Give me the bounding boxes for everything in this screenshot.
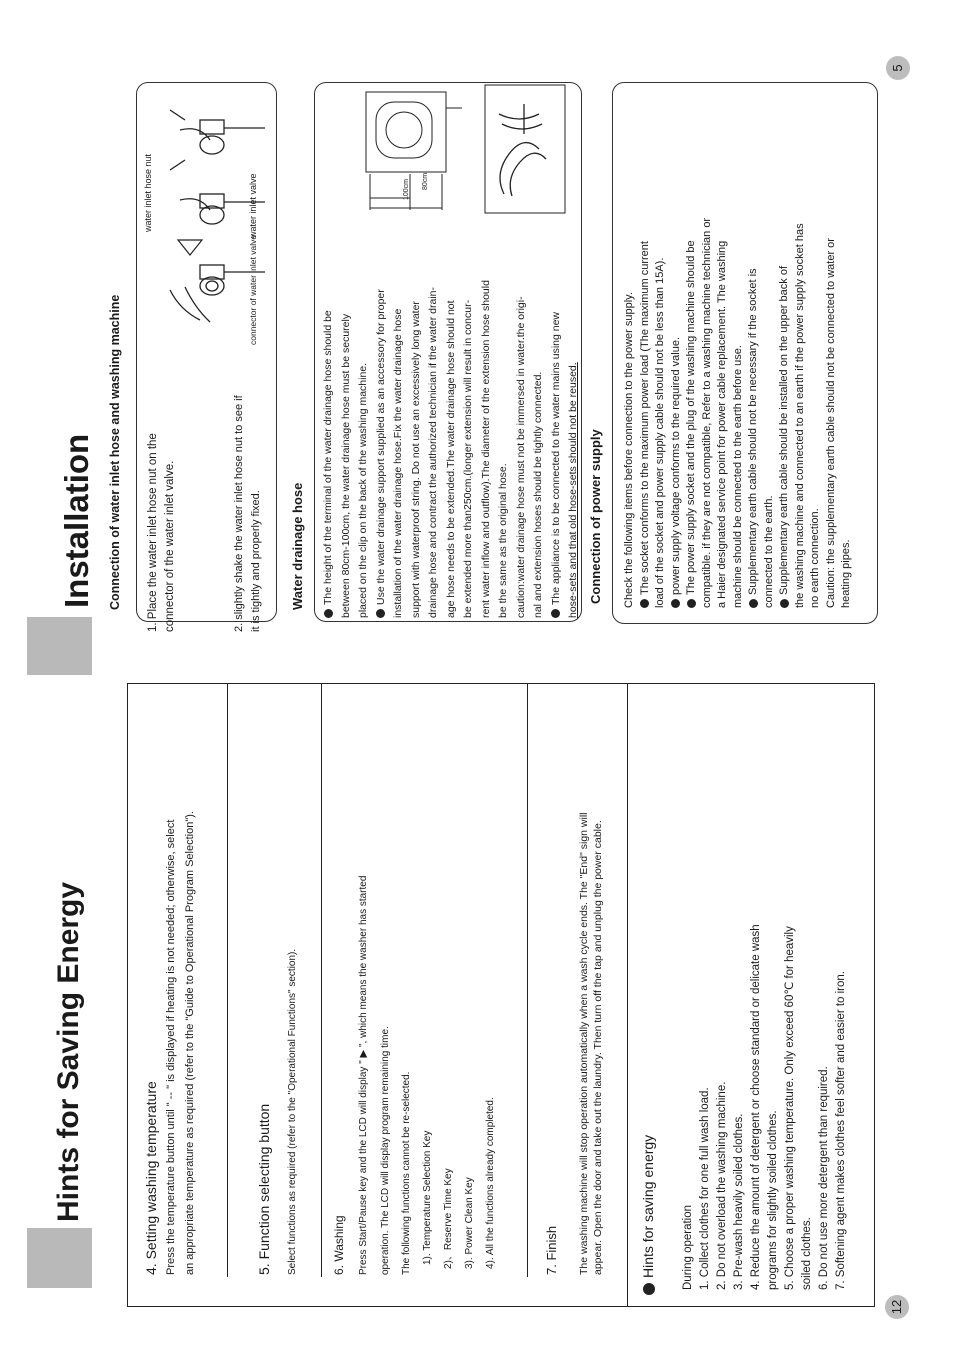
step6-text: Press Start/Pause key and the LCD will display " ▶ ", which means the washer has started operation. The LCD will display program remaining time. The following functions cannot be re-selected. 1). Temperature Selection Key 2)、Reserve Time Key 3). Power Clean Key 4). All the functions already completed. (358, 875, 496, 1275)
label-100cm: 100cm (403, 178, 410, 200)
inlet-heading: Connection of water inlet hose and washing machine (108, 294, 122, 610)
bullet-icon (643, 1283, 655, 1295)
arrow-icon (178, 240, 202, 255)
bullet-icon (324, 609, 333, 618)
divider-7-hints (627, 683, 628, 1307)
divider-5-6 (321, 683, 322, 1277)
step6-heading: 6. Washing (332, 1215, 346, 1275)
bullet-icon (749, 599, 758, 608)
inlet-step2: 2. slightly shake the water inlet hose nut to see if it is tightly and properly fixed. (233, 395, 262, 632)
drainage-support-illustration (484, 84, 566, 214)
drainage-heading: Water drainage hose (290, 482, 305, 610)
right-header-gray-block (27, 617, 92, 675)
power-heading: Connection of power supply (588, 429, 603, 604)
page-number-right: 5 (886, 56, 910, 80)
step7-heading: 7. Finish (544, 1225, 559, 1275)
drainage-height-illustration (362, 88, 482, 216)
divider-4-5 (227, 683, 228, 1277)
bullet-icon (551, 609, 560, 618)
bullet-icon (671, 599, 680, 608)
label-water-inlet-valve: water inlet valve (248, 173, 258, 238)
left-header-gray-block (27, 1228, 92, 1288)
right-page-title: Installation (58, 433, 95, 608)
drainage-text: The height of the terminal of the water drainage hose should be between 80cm-100cm, the water drainage hose must be securely placed on the clip on the back of the washing machine. Use the water drainage support supplied as an accessory for proper installation of the water drainage hose.Fix the water drainage hose support with waterproof string. Do not use an excessively long water drainage hose and contract the authorized technician if the water drain- age hose needs to be extended.The water drainage hose should not be extended more than250cm.(longer extension will result in concur- rent water inflow and outflow).The diameter of the extension hose should be the same as the original hose. caution:water drainage hose must not be immersed in water.the origi- nal and extension hoses should be tightly connected. The appliance is to be connected to the water mains using new hose-sets and that old hose-sets should not be reused. (322, 280, 579, 618)
step4-heading: 4. Setting washing temperature (143, 1081, 159, 1275)
label-connector-of-water-inlet-valve: connector of water inlet valve (248, 234, 258, 345)
inlet-hose-illustration (140, 90, 280, 330)
inlet-step1: 1. Place the water inlet hose nut on the connector of the water inlet valve. (147, 433, 176, 632)
bullet-icon (687, 599, 696, 608)
bullet-icon (780, 599, 789, 608)
hints-list: During operation 1. Collect clothes for one full wash load. 2. Do not overload the washing machine. 3. Pre-wash heavily soiled clothes. 4. Reduce the amount of detergent or choose standard or delicate wash programs for slightly soiled clothes. 5. Choose a proper washing temperature. Only exceed 60℃ for heavily soiled clothes. 6. Do not use more detergent than required. 7. Softening agent makes clothes feel softer and easier to iron. (682, 924, 847, 1290)
step7-text: The washing machine will stop operation automatically when a wash cycle ends. The "End" sign will appear. Open the door and take out the laundry. Then turn off the tap and unplug the power cable. (578, 812, 604, 1275)
step4-text: Press the temperature button until " -- " is displayed if heating is not needed; otherwise, select an appropriate temperature as required (refer to the "Guide to Operational Program Selection"). (165, 811, 196, 1275)
step5-heading: 5. Function selecting button (256, 1103, 272, 1275)
hints-heading: Hints for saving energy (640, 1135, 656, 1295)
bullet-icon (640, 599, 649, 608)
divider-6-7 (527, 683, 528, 1277)
page-number-left: 12 (885, 1295, 909, 1319)
step5-text: Select functions as required (refer to the "Operational Functions" section). (287, 948, 298, 1275)
bullet-icon (376, 609, 385, 618)
label-water-inlet-hose-nut: water inlet hose nut (143, 153, 153, 232)
label-80cm: 80cm (422, 172, 429, 190)
power-text: Check the following items before connection to the power supply. The socket conforms to the maximum power load (The maximum current load of the socket and power supply cable should not be less than 15A). power supply voltage conforms to the required value. The power supply socket and the plug of the washing machine should be compatible. if they are not compatible, Refer to a washing machine technician or a Haier designated service point for power cable replacement. The washing machine should be connected to the earth before use. Supplementary earth cable should not be necessary if the socket is connected to the earth. Supplementary earth cable should be installed on the upper back of the washing machine and connected to an earth if the power supply socket has no earth connection. Caution: the supplementary earth cable should not be connected to water or heating pipes. (623, 217, 852, 608)
left-page-title: Hints for Saving Energy (52, 881, 85, 1222)
